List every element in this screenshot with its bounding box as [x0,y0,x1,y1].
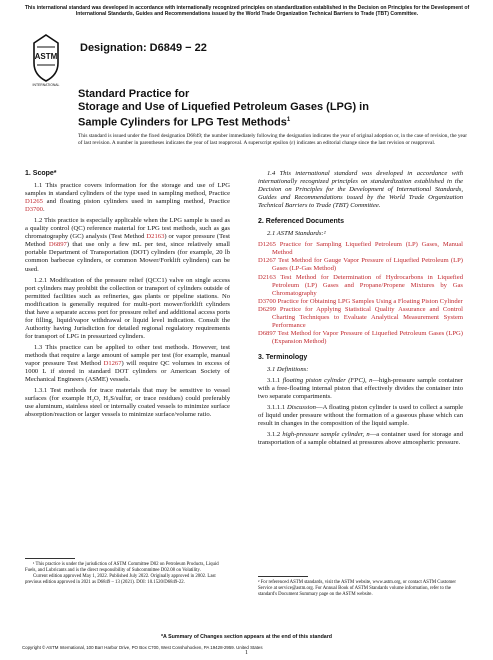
reference-list [258,241,463,346]
paragraph-3-1-1: 3.1.1 floating piston cylinder (FPC), n—high-pressure sample container with a free-floating internal piston that effectively divides the container into two separate compartments. [258,377,464,401]
paragraph-3-1: 3.1 Definitions: [267,365,309,373]
ref-link-d2163[interactable]: D2163 [146,233,165,241]
title-line-3: Sample Cylinders for LPG Test Methods$^1$ [78,116,291,129]
footnote-2: ² For referenced ASTM standards, visit the ASTM website, www.astm.org, or contact ASTM Customer Service at service@astm.org. For Annual Book of ASTM Standards volume information, refer to the standard's Document Summary page on the ASTM website. [258,580,456,597]
paragraph-2-1: 2.1 ASTM Standards:² [267,230,326,238]
document-title [78,88,458,130]
left-column [25,170,230,422]
paragraph-1-2-1: 1.2.1 Modification of the pressure relief (QCC1) valve on single access port cylinders may prohibit the collection or transport of cylinders outside of permitted facilities such as refineries, gas plants or pipeline stations. No modification is generally required for multi-port mower/forklift cylinders that have a separate access port for pressure relief and additional access ports for filling, liquid/vapor withdrawal or liquid level indication. Consult the Authority having Jurisdiction for detailed regional regulatory requirements for transport of LPG in pressurized cylinders. [25,276,230,340]
header-notice: This international standard was developed in accordance with internationally recognized principles on standardization established in the Decision on Principles for the Development of International Standards, Guides and Recommendations issued by the World Trade Organization Technical Barriers to Trade (TBT) Committee. [24,5,470,18]
ref-link-d1267[interactable]: D1267 [103,360,122,368]
paragraph-1-2: 1.2 This practice is especially applicable when the LPG sample is used as a quality control (QC) reference material for LPG test methods, such as gas chromatography (GC) analysis (Test Method D2163) or vapor pressure (Test Method D6897) that use only a few mL per test, since relatively small portable Department of Transportation (DOT) cylinders (for example, 20 lb common barbecue cylinders, or common Mower/Forklift cylinders) can be used. [25,217,230,273]
copyright-notice: Copyright © ASTM International, 100 Barr Harbor Drive, PO Box C700, West Conshohocken, PA 19428-2959. United States [22,645,263,650]
reference-item: D1265 Practice for Sampling Liquefied Petroleum (LP) Gases, Manual Method [258,241,463,257]
section-heading-scope: 1. Scope* [25,170,57,177]
right-column [258,170,463,450]
summary-of-changes-note: *A Summary of Changes section appears at the end of this standard [160,634,333,640]
ref-link-d6897[interactable]: D6897 [48,241,67,249]
footnote-divider [258,576,308,577]
ref-link-d3700[interactable]: D3700 [25,206,43,214]
paragraph-1-1: 1.1 This practice covers information for the storage and use of LPG samples in standard cylinders of the type used in sampling method, Practice D1265 and floating piston cylinders used in sampling method, Practice D3700. [25,182,230,214]
footnote-divider [25,558,75,559]
reference-item: D6897 Test Method for Vapor Pressure of Liquefied Petroleum Gases (LPG) (Expansion Method) [258,329,463,345]
designation: Designation: D6849 − 22 [80,42,207,54]
page-number: 1 [245,650,248,656]
title-line-1: Standard Practice for [78,88,190,100]
paragraph-1-3-1: 1.3.1 Test methods for trace materials that may be sensitive to vessel surfaces (for example H₂O, H₂S/sulfur, or trace residues) could preferably use aluminum, stainless steel or internally coated vessels to minimize surface absorption/reaction or larger vessels to minimize surface/volume ratio. [25,387,230,419]
svg-text:INTERNATIONAL: INTERNATIONAL [32,83,60,87]
section-heading-terminology: 3. Terminology [258,353,308,361]
ref-link-d1265[interactable]: D1265 [25,198,43,206]
footnote-1: ¹ This practice is under the jurisdiction of ASTM Committee D02 on Petroleum Products, Liquid Fuels, and Lubricants and is the direct responsibility of Subcommittee D02.08 on Volatility. Current edition approved May 1, 2022. Published July 2022. Originally approved in 2002. Last previous edition approved in 2021 as D6849 – 13 (2021). DOI: 10.1520/D6849-22. [25,562,219,585]
paragraph-3-1-2: 3.1.2 high-pressure sample cylinder, n—a container used for storage and transportation of a sample obtained at pressures above atmospheric pressure. [258,431,463,447]
title-line-2: Storage and Use of Liquefied Petroleum Gases (LPG) in [78,101,369,113]
paragraph-1-3: 1.3 This practice can be applied to other test methods. However, test methods that require a large amount of sample per test (for example, manual vapor pressure Test Method D1267) will require QC volumes in excess of 1000 L if stored in standard DOT cylinders or American Society of Mechanical Engineers (ASME) vessels. [25,343,230,384]
standard-note: This standard is issued under the fixed designation D6849; the number immediately following the designation indicates the year of original adoption or, in the case of revision, the year of last revision. A number in parentheses indicates the year of last reapproval. A superscript epsilon (ε) indicates an editorial change since the last revision or reapproval. [78,133,468,146]
paragraph-3-1-1-1: 3.1.1.1 Discussion—A floating piston cylinder is used to collect a sample of liquid under pressure without the formation of a gaseous phase which can result in changes in the composition of the liquid sample. [258,404,463,428]
svg-text:ASTM: ASTM [34,52,58,61]
section-heading-referenced-documents: 2. Referenced Documents [258,218,344,226]
astm-logo-icon [28,33,64,87]
reference-item: D3700 Practice for Obtaining LPG Samples Using a Floating Piston Cylinder [258,297,463,305]
reference-item: D1267 Test Method for Gauge Vapor Pressure of Liquefied Petroleum (LP) Gases (LP-Gas Method) [258,257,463,273]
reference-item: D2163 Test Method for Determination of Hydrocarbons in Liquefied Petroleum (LP) Gases and Propane/Propene Mixtures by Gas Chromatography [258,273,463,297]
paragraph-1-4: 1.4 This international standard was developed in accordance with internationally recognized principles on standardization established in the Decision on Principles for the Development of International Standards, Guides and Recommendations issued by the World Trade Organization Technical Barriers to Trade (TBT) Committee. [258,170,463,210]
reference-item: D6299 Practice for Applying Statistical Quality Assurance and Control Charting Techniques to Evaluate Analytical Measurement System Performance [258,305,463,329]
